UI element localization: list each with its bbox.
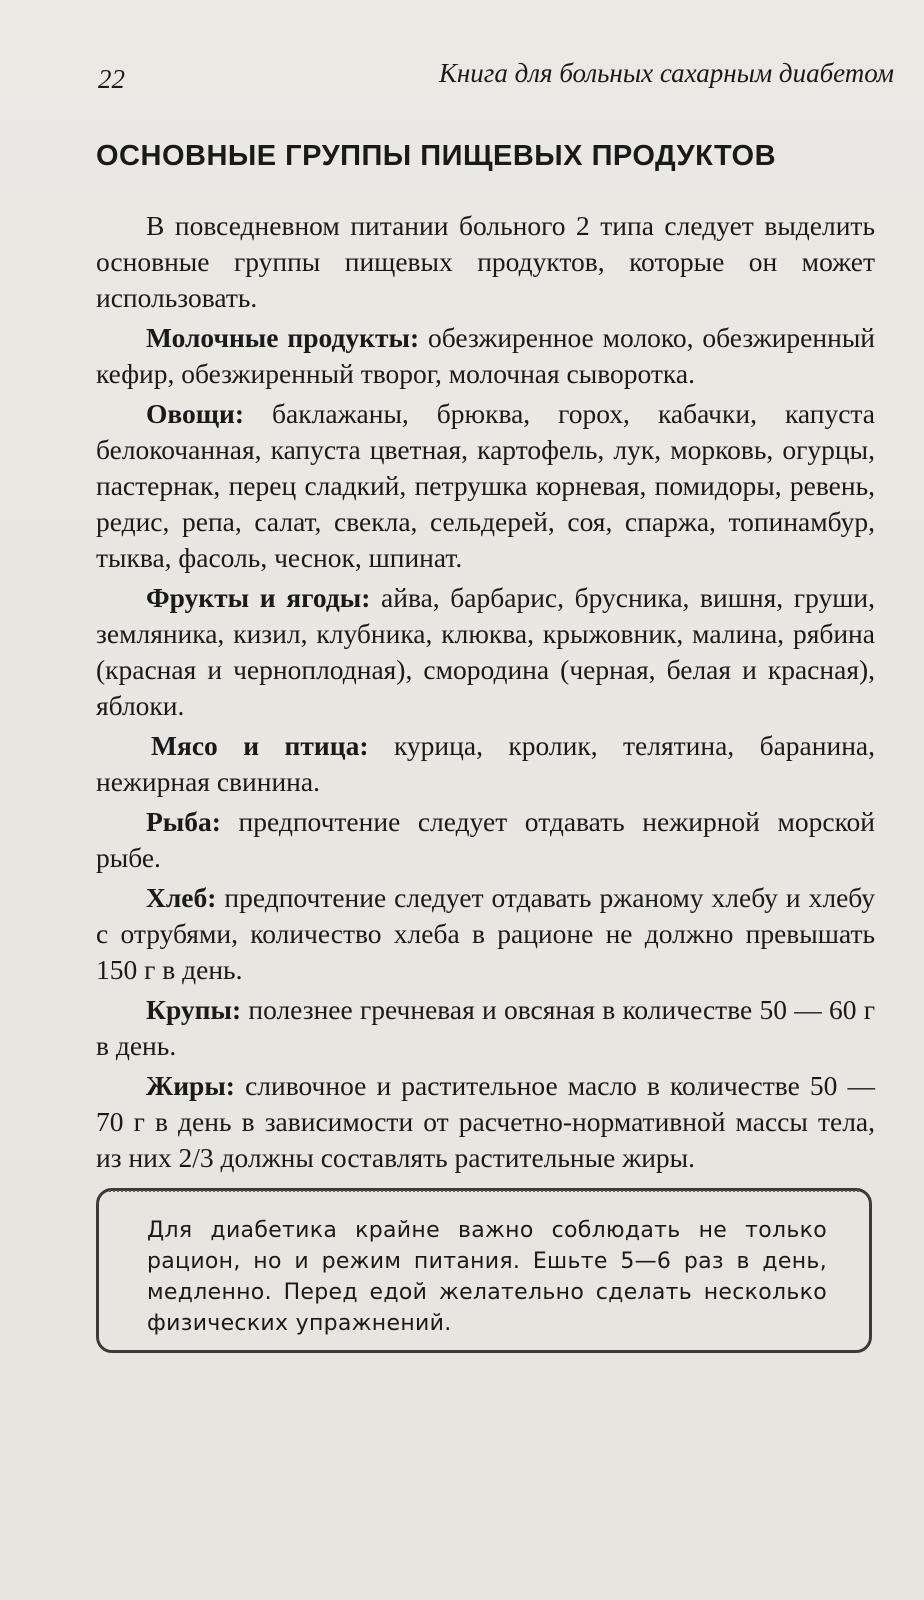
group-label: Крупы: — [146, 994, 242, 1025]
group-text: предпочтение следует отдавать нежирной морской рыбе. — [96, 806, 875, 873]
group-text: курица, кролик, телятина, баранина, нежирная свинина. — [96, 730, 875, 797]
group-label: Хлеб: — [146, 882, 217, 913]
group-label: Овощи: — [146, 398, 245, 429]
group-paragraph-fish — [96, 804, 875, 876]
group-text: обезжиренное молоко, обезжиренный кефир, обезжиренный творог, молочная сыворотка. — [96, 322, 876, 389]
note-text: Для диабетика крайне важно соблюдать не только рацион, но и режим питания. Ешьте 5—6 раз в день, медленно. Перед едой желательно сделать несколько физических упражнений. — [147, 1218, 827, 1336]
note-box — [96, 1188, 872, 1353]
group-paragraph-fruits — [96, 580, 875, 724]
intro-paragraph: В повседневном питании больного 2 типа следует выделить основные группы пищевых продуктов, которые он может использовать. — [96, 210, 875, 313]
body-text — [96, 208, 875, 1180]
group-paragraph-meat — [96, 728, 875, 800]
group-paragraph-dairy — [96, 320, 875, 392]
group-label: Фрукты и ягоды: — [146, 582, 371, 613]
group-label: Рыба: — [146, 806, 221, 837]
group-label: Молочные продукты: — [146, 322, 420, 353]
group-paragraph-grains — [96, 992, 875, 1064]
group-label: Жиры: — [146, 1070, 235, 1101]
group-paragraph-fats — [96, 1068, 875, 1176]
section-title: ОСНОВНЫЕ ГРУППЫ ПИЩЕВЫХ ПРОДУКТОВ — [96, 140, 777, 172]
page-number: 22 — [98, 64, 125, 94]
group-text: предпочтение следует отдавать ржаному хлебу и хлебу с отрубями, количество хлеба в рационе не должно превышать 150 г в день. — [96, 882, 875, 985]
group-text: полезнее гречневая и овсяная в количестве 50 — 60 г в день. — [96, 994, 875, 1061]
group-text: айва, барбарис, брусника, вишня, груши, земляника, кизил, клубника, клюква, крыжовник, малина, рябина (красная и черноплодная), смородина (черная, белая и красная), яблоки. — [96, 582, 875, 721]
running-head — [98, 58, 894, 98]
group-text: баклажаны, брюква, горох, кабачки, капуста белокочанная, капуста цветная, картофель, лук, морковь, огурцы, пастернак, перец сладкий, петрушка корневая, помидоры, ревень, редис, репа, салат, свекла, сельдерей, соя, спаржа, топинамбур, тыква, фасоль, чеснок, шпинат. — [96, 398, 875, 573]
group-paragraph-vegetables — [96, 396, 875, 576]
group-paragraph-bread — [96, 880, 875, 988]
group-label: Мясо и птица: — [151, 730, 369, 761]
group-text: сливочное и растительное масло в количестве 50 — 70 г в день в зависимости от расчетно-нормативной массы тела, из них 2/3 должны составлять растительные жиры. — [96, 1070, 875, 1173]
book-title: Книга для больных сахарным диабетом — [438, 58, 894, 88]
